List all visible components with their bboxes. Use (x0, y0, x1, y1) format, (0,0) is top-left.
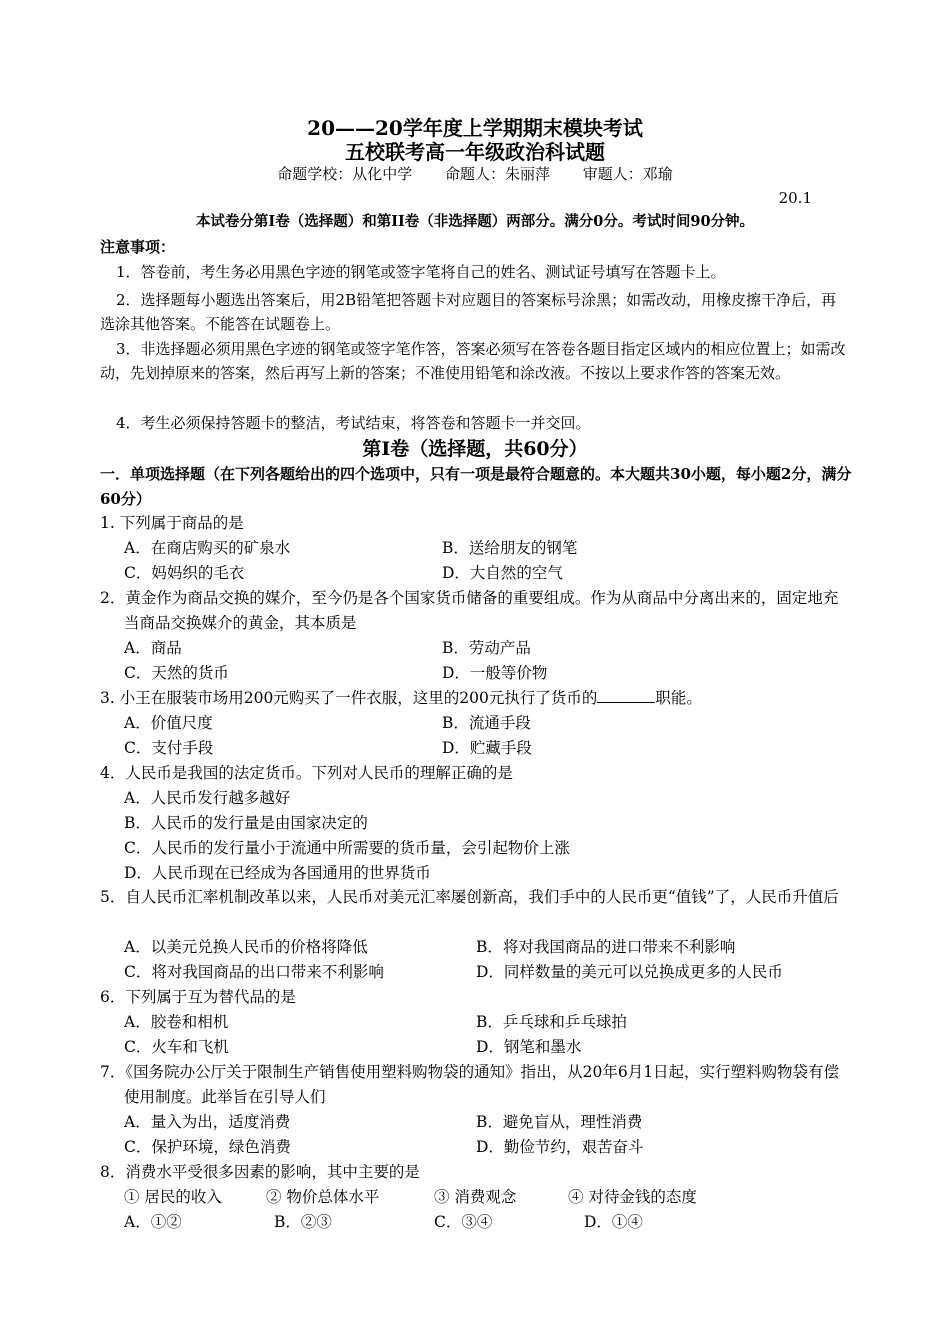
option-row (124, 1110, 844, 1135)
question-stem: 5．自人民币汇率机制改革以来，人民币对美元汇率屡创新高，我们手中的人民币更“值钱”了，人民币升值后 (100, 888, 839, 906)
option-d: D．贮藏手段 (442, 739, 532, 757)
option-row (124, 935, 844, 960)
option-b: B．②③ (274, 1213, 332, 1231)
exam-intro: 本试卷分第Ⅰ卷（选择题）和第II卷（非选择题）两部分。满分0分。考试时间90分钟。 (195, 213, 755, 230)
question-stem: 2．黄金作为商品交换的媒介，至今仍是各个国家货币储备的重要组成。作为从商品中分离出来的，固定地充当商品交换媒介的黄金，其本质是 (100, 589, 839, 632)
author-line (0, 164, 950, 184)
option-c: C．支付手段 (124, 739, 214, 757)
option-row (124, 786, 844, 811)
answer-blank (597, 688, 655, 703)
question-stem: 3. 小王在服装市场用200元购买了一件衣服，这里的200元执行了货币的 职能。 (100, 689, 702, 707)
option-d: D．人民币现在已经成为各国通用的世界货币 (124, 864, 431, 882)
question-stem: 6．下列属于互为替代品的是 (100, 988, 296, 1006)
option-c: C．天然的货币 (124, 664, 229, 682)
notice-item: 1．答卷前，考生务必用黑色字迹的钢笔或签字笔将自己的姓名、测试证号填写在答题卡上。 (116, 263, 726, 281)
option-a: A．胶卷和相机 (124, 1013, 229, 1031)
option-row (124, 861, 844, 886)
option-row (124, 1035, 844, 1060)
notice-item: 4．考生必须保持答题卡的整洁，考试结束，将答卷和答题卡一并交回。 (116, 414, 591, 432)
question-stem: 7．《国务院办公厅关于限制生产销售使用塑料购物袋的通知》指出，从20年6月1日起，实行塑料购物袋有偿使用制度。此举旨在引导人们 (100, 1063, 840, 1106)
option-d: D．同样数量的美元可以兑换成更多的人民币 (476, 963, 783, 981)
school-label: 命题学校：从化中学 (277, 165, 413, 183)
question-stem: 1. 下列属于商品的是 (100, 514, 244, 532)
option-b: B．人民币的发行量是由国家决定的 (124, 814, 368, 832)
notice-item: 3．非选择题必须用黑色字迹的钢笔或签字笔作答，答案必须写在答卷各题目指定区域内的相应位置上；如需改动，先划掉原来的答案，然后再写上新的答案；不准使用铅笔和涂改液。不按以上要求作答的答案无效。 (100, 340, 846, 382)
option-d: D．钢笔和墨水 (476, 1038, 582, 1056)
option-c: C．妈妈织的毛衣 (124, 564, 245, 582)
option-c: C．保护环境，绿色消费 (124, 1138, 291, 1156)
option-row (124, 1135, 844, 1160)
option-a: A．商品 (124, 639, 182, 657)
option-row (124, 1010, 844, 1035)
statement-item: ① 居民的收入 (124, 1188, 222, 1206)
statement-item: ④ 对待金钱的态度 (568, 1188, 697, 1206)
notice-heading: 注意事项： (100, 238, 176, 256)
exam-title: 20——20学年度上学期期末模块考试 (307, 116, 643, 140)
option-row (124, 661, 844, 686)
option-c: C．③④ (434, 1213, 493, 1231)
reviewer-label: 审题人：邓瑜 (582, 165, 673, 183)
option-d: D．勤俭节约，艰苦奋斗 (476, 1138, 644, 1156)
option-row (124, 811, 844, 836)
statement-row (124, 1185, 844, 1210)
exam-subtitle: 五校联考高一年级政治科试题 (345, 140, 605, 164)
option-row (124, 960, 844, 985)
option-a: A．在商店购买的矿泉水 (124, 539, 291, 557)
option-b: B．送给朋友的钢笔 (442, 539, 578, 557)
notice-item: 2．选择题每小题选出答案后，用2B铅笔把答题卡对应题目的答案标号涂黑；如需改动，用橡皮擦干净后，再选涂其他答案。不能答在试题卷上。 (100, 291, 837, 333)
option-d: D．大自然的空气 (442, 564, 563, 582)
statement-item: ② 物价总体水平 (266, 1188, 380, 1206)
option-a: A．以美元兑换人民币的价格将降低 (124, 938, 368, 956)
option-c: C．将对我国商品的出口带来不利影响 (124, 963, 384, 981)
option-b: B．流通手段 (442, 714, 531, 732)
option-a: A．①② (124, 1213, 182, 1231)
option-a: A．量入为出，适度消费 (124, 1113, 291, 1131)
option-row (124, 561, 844, 586)
option-row (124, 736, 844, 761)
option-b: B．避免盲从，理性消费 (476, 1113, 643, 1131)
option-c: C．人民币的发行量小于流通中所需要的货币量，会引起物价上涨 (124, 839, 570, 857)
option-row (124, 636, 844, 661)
option-b: B．劳动产品 (442, 639, 531, 657)
exam-date: 20.1 (778, 189, 812, 207)
option-row (124, 1210, 844, 1235)
option-row (124, 836, 844, 861)
option-b: B．将对我国商品的进口带来不利影响 (476, 938, 736, 956)
option-c: C．火车和飞机 (124, 1038, 229, 1056)
part-title: 一．单项选择题（在下列各题给出的四个选项中，只有一项是最符合题意的。本大题共30小题，每小题2分，满分60分） (100, 465, 852, 508)
question-stem: 4．人民币是我国的法定货币。下列对人民币的理解正确的是 (100, 764, 513, 782)
author-label: 命题人：朱丽萍 (444, 165, 550, 183)
section-title: 第Ⅰ卷（选择题，共60分） (362, 438, 588, 460)
option-row (124, 536, 844, 561)
option-row (124, 711, 844, 736)
option-b: B．乒乓球和乒乓球拍 (476, 1013, 627, 1031)
option-a: A．价值尺度 (124, 714, 213, 732)
option-a: A．人民币发行越多越好 (124, 789, 291, 807)
statement-item: ③ 消费观念 (434, 1188, 517, 1206)
question-stem: 8．消费水平受很多因素的影响，其中主要的是 (100, 1163, 420, 1181)
option-d: D．①④ (584, 1213, 643, 1231)
option-d: D．一般等价物 (442, 664, 548, 682)
